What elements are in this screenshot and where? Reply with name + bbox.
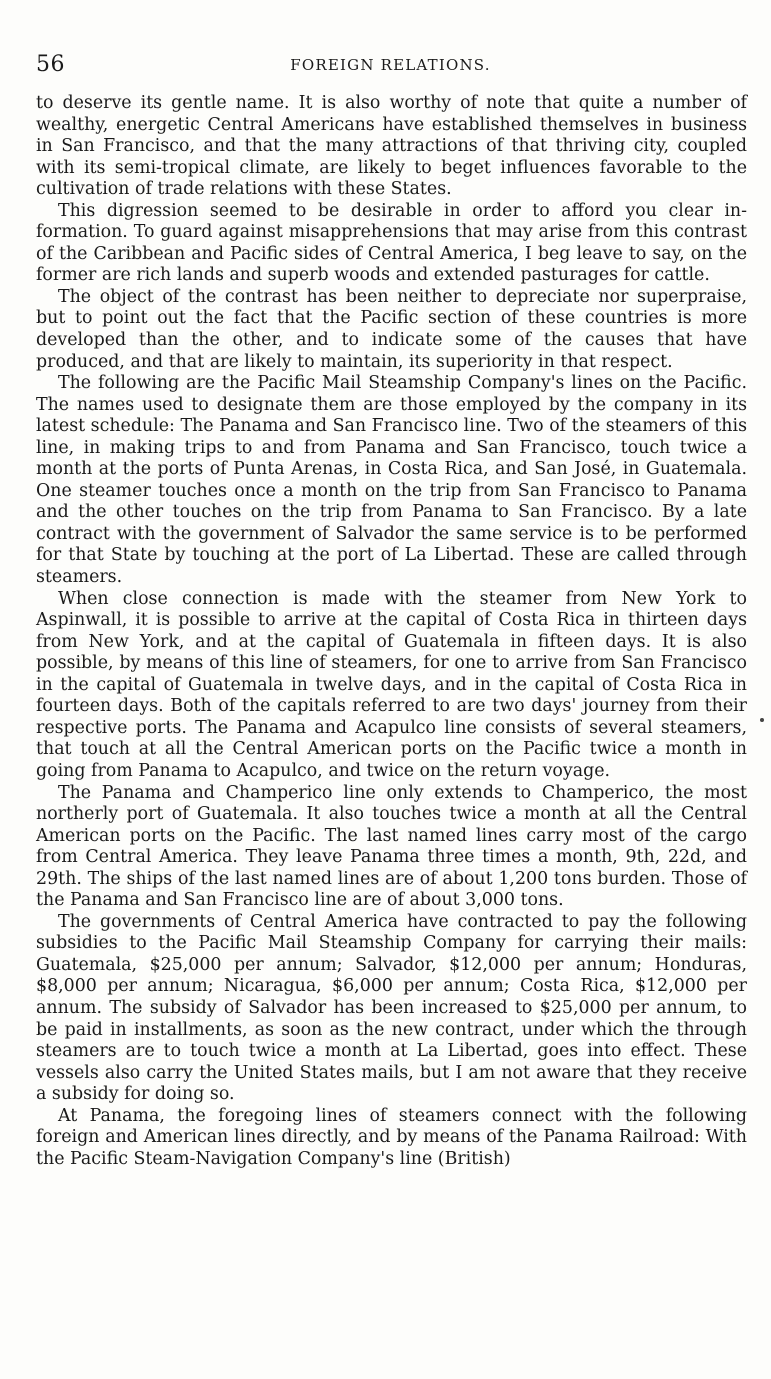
paragraph-digression: This digression seemed to be desirable in order to afford you clear information. To guard against misapprehensions that may arise from this contrast of the Caribbean and Pacific sides of Central America, I beg leave to say, on the former are rich lands and superb woods and extended pasturages for cattle. [36, 200, 747, 286]
paragraph-subsidies: The governments of Central America have contracted to pay the following subsidies to the Pacific Mail Steamship Company for carrying their mails: Guatemala, $25,000 per annum; Salvador, $12,000 per annum; Honduras, $8,000 per annum; Nicaragua, $6,000 per annum; Costa Rica, $12,000 per annum. The subsidy of Salvador has been increased to $25,000 per annum, to be paid in installments, as soon as the new contract, under which the through steamers are to touch twice a month at La Libertad, goes into effect. These vessels also carry the United States mails, but I am not aware that they receive a subsidy for doing so. [36, 911, 747, 1105]
paragraph-contrast-object: The object of the contrast has been neither to depreciate nor superpraise, but to point out the fact that the Pacific section of these countries is more developed than the other, and to indicate some of the causes that have produced, and that are likely to maintain, its superiority in that respect. [36, 286, 747, 372]
paragraph-continued: to deserve its gentle name. It is also worthy of note that quite a number of wealthy, energetic Central Americans have established themselves in business in San Francisco, and that the many attractions of that thriving city, coupled with its semi-tropical climate, are likely to beget influences favorable to the cultivation of trade relations with these States. [36, 93, 747, 200]
paragraph-panama-connections: At Panama, the foregoing lines of steamers connect with the following foreign and American lines directly, and by means of the Panama Railroad: With the Pacific Steam-Navigation Company's line (British) [36, 1105, 747, 1169]
body-text [36, 93, 747, 1170]
page-header [36, 0, 745, 77]
page-number: 56 [36, 52, 65, 77]
paragraph-close-connection: When close connection is made with the steamer from New York to Aspinwall, it is possible to arrive at the capital of Costa Rica in thirteen days from New York, and at the capital of Guatemala in fifteen days. It is also possible, by means of this line of steamers, for one to arrive from San Francisco in the capital of Guatemala in twelve days, and in the capital of Costa Rica in fourteen days. Both of the capitals referred to are two days' journey from their respective ports. The Panama and Acapulco line consists of several steamers, that touch at all the Central American ports on the Pacific twice a month in going from Panama to Acapulco, and twice on the return voyage. [36, 588, 747, 781]
paragraph-steamship-lines: The following are the Pacific Mail Steamship Company's lines on the Pacific. The names used to designate them are those employed by the company in its latest schedule: The Panama and San Francisco line. Two of the steamers of this line, in making trips to and from Panama and San Francisco, touch twice a month at the ports of Punta Arenas, in Costa Rica, and San José, in Guatemala. One steamer touches once a month on the trip from San Francisco to Panama and the other touches on the trip from Panama to San Francisco. By a late contract with the government of Salvador the same service is to be performed for that State by touching at the port of La Libertad. These are called through steamers. [36, 373, 747, 588]
margin-speck [760, 718, 764, 722]
paragraph-champerico-line: The Panama and Champerico line only extends to Champerico, the most northerly port of Guatemala. It also touches twice a month at all the Central American ports on the Pacific. The last named lines carry most of the cargo from Central America. They leave Panama three times a month, 9th, 22d, and 29th. The ships of the last named lines are of about 1,200 tons burden. Those of the Panama and San Francisco line are of about 3,000 tons. [36, 782, 747, 911]
running-head: FOREIGN RELATIONS. [290, 56, 491, 74]
